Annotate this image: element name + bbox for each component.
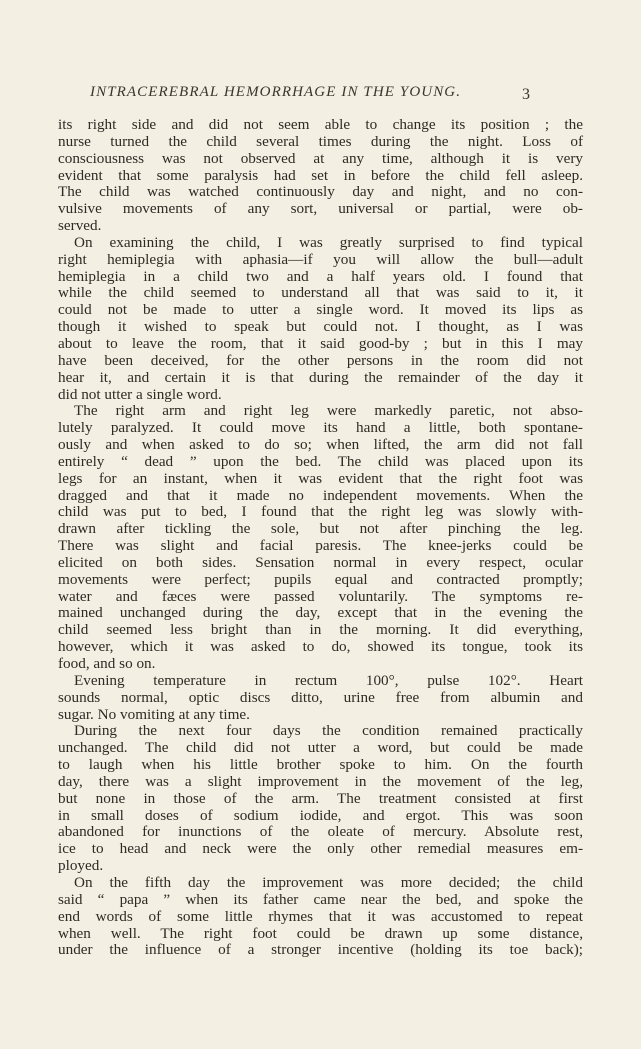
- text-line: to laugh when his little brother spoke to him. On the fourth: [58, 756, 583, 774]
- text-line: entirely “ dead ” upon the bed. The child was placed upon its: [58, 452, 583, 470]
- text-line: however, which it was asked to do, showed its tongue, took its: [58, 638, 583, 656]
- text-line: sounds normal, optic discs ditto, urine free from albumin and: [58, 688, 583, 706]
- page-number: 3: [522, 86, 530, 103]
- text-line: served.: [58, 217, 102, 235]
- body-text: [58, 117, 583, 959]
- text-line: During the next four days the condition remained practically: [74, 722, 583, 740]
- text-line: evident that some paralysis had set in before the child fell asleep.: [58, 166, 583, 184]
- text-line: when well. The right foot could be drawn up some distance,: [58, 924, 583, 942]
- text-line: while the child seemed to understand all that was said to it, it: [58, 284, 583, 302]
- text-line: child was put to bed, I found that the right leg was slowly with-: [58, 503, 583, 521]
- text-line: did not utter a single word.: [58, 385, 222, 403]
- text-line: The child was watched continuously day and night, and no con-: [58, 183, 583, 201]
- text-line: consciousness was not observed at any time, although it is very: [58, 149, 583, 167]
- text-line: water and fæces were passed voluntarily. The symptoms re-: [58, 587, 583, 605]
- text-line: On the fifth day the improvement was more decided; the child: [74, 873, 583, 891]
- text-line: The right arm and right leg were markedly paretic, not abso-: [74, 402, 583, 420]
- text-line: in small doses of sodium iodide, and ergot. This was soon: [58, 806, 583, 824]
- text-line: There was slight and facial paresis. The knee-jerks could be: [58, 537, 583, 555]
- text-line: vulsive movements of any sort, universal or partial, were ob-: [58, 200, 583, 218]
- text-line: ployed.: [58, 857, 104, 875]
- text-line: end words of some little rhymes that it was accustomed to repeat: [58, 907, 583, 925]
- text-line: its right side and did not seem able to change its position ; the: [58, 116, 583, 133]
- text-line: under the influence of a stronger incentive (holding its toe back);: [58, 941, 583, 959]
- text-line: day, there was a slight improvement in the movement of the leg,: [58, 772, 583, 790]
- running-head: INTRACEREBRAL HEMORRHAGE IN THE YOUNG.: [90, 84, 462, 100]
- text-line: have been deceived, for the other persons in the room did not: [58, 351, 583, 369]
- text-line: legs for an instant, when it was evident that the right foot was: [58, 469, 583, 487]
- text-line: about to leave the room, that it said good-by ; but in this I may: [58, 334, 583, 352]
- text-line: mained unchanged during the day, except that in the evening the: [58, 604, 583, 622]
- text-line: food, and so on.: [58, 655, 156, 672]
- text-line: ice to head and neck were the only other remedial measures em-: [58, 840, 583, 858]
- text-line: said “ papa ” when its father came near the bed, and spoke the: [58, 890, 583, 908]
- text-line: nurse turned the child several times during the night. Loss of: [58, 132, 583, 150]
- text-line: movements were perfect; pupils equal and contracted promptly;: [58, 570, 583, 588]
- text-line: On examining the child, I was greatly surprised to find typical: [74, 233, 583, 251]
- text-line: dragged and that it made no independent movements. When the: [58, 486, 583, 504]
- text-line: sugar. No vomiting at any time.: [58, 705, 250, 723]
- text-line: Evening temperature in rectum 100°, pulse 102°. Heart: [74, 671, 583, 689]
- text-line: drawn after tickling the sole, but not after pinching the leg.: [58, 520, 583, 538]
- text-line: hemiplegia in a child two and a half years old. I found that: [58, 267, 583, 285]
- text-line: abandoned for inunctions of the oleate of mercury. Absolute rest,: [58, 823, 583, 841]
- text-line: ously and when asked to do so; when lifted, the arm did not fall: [58, 436, 583, 454]
- text-line: lutely paralyzed. It could move its hand a little, both spontane-: [58, 419, 583, 437]
- text-line: though it wished to speak but could not. I thought, as I was: [58, 318, 583, 336]
- text-line: right hemiplegia with aphasia—if you will allow the bull—adult: [58, 250, 583, 268]
- text-line: hear it, and certain it is that during the remainder of the day it: [58, 368, 583, 386]
- text-line: unchanged. The child did not utter a word, but could be made: [58, 739, 583, 757]
- text-line: child seemed less bright than in the morning. It did everything,: [58, 621, 583, 639]
- text-line: but none in those of the arm. The treatment consisted at first: [58, 789, 583, 807]
- text-line: elicited on both sides. Sensation normal in every respect, ocular: [58, 553, 583, 571]
- text-line: could not be made to utter a single word. It moved its lips as: [58, 301, 583, 319]
